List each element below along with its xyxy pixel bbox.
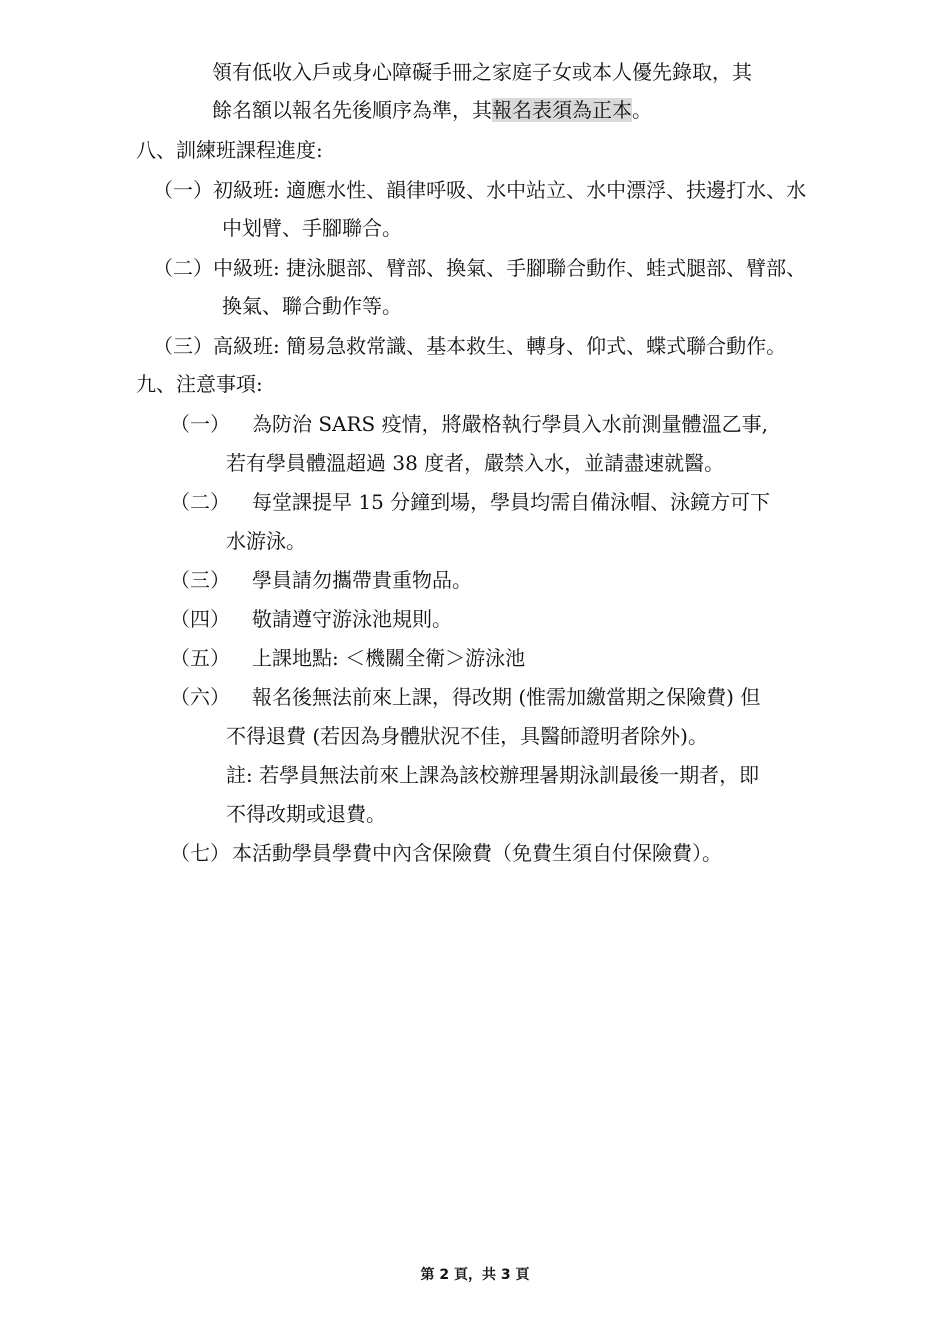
intro-line-1: 領有低收入戶或身心障礙手冊之家庭子女或本人優先錄取，其 <box>212 60 752 84</box>
notice-7-number: （七） <box>170 841 230 865</box>
section-8-heading: 八、訓練班課程進度: <box>136 138 323 162</box>
notice-4-line-1: 敬請遵守游泳池規則。 <box>252 607 452 631</box>
notice-1-line-1: 為防治 SARS 疫情，將嚴格執行學員入水前測量體溫乙事, <box>252 412 768 436</box>
notice-6-number: （六） <box>170 685 230 709</box>
notice-6-line-1: 報名後無法前來上課，得改期 (惟需加繳當期之保險費) 但 <box>252 685 761 709</box>
course-item-2-line-2: 換氣、聯合動作等。 <box>222 294 402 318</box>
notice-1-line-2: 若有學員體溫超過 38 度者，嚴禁入水，並請盡速就醫。 <box>226 451 725 475</box>
notice-2-line-2: 水游泳。 <box>226 529 306 553</box>
intro-line-2-end: 。 <box>632 98 652 122</box>
course-item-1-line-1: （一）初級班: 適應水性、韻律呼吸、水中站立、水中漂浮、扶邊打水、水 <box>153 178 807 202</box>
page-number-footer: 第 2 頁，共 3 頁 <box>420 1267 530 1283</box>
course-item-2-line-1: （二）中級班: 捷泳腿部、臂部、換氣、手腳聯合動作、蛙式腿部、臂部、 <box>153 256 807 280</box>
notice-6-line-2: 不得退費 (若因為身體狀況不佳，具醫師證明者除外)。 <box>226 724 708 748</box>
notice-5-line-1: 上課地點: ＜機關全衛＞游泳池 <box>252 646 526 670</box>
notice-6-note-line-2: 不得改期或退費。 <box>226 802 386 826</box>
course-item-1-line-2: 中划臂、手腳聯合。 <box>222 216 402 240</box>
notice-2-number: （二） <box>170 490 230 514</box>
notice-4-number: （四） <box>170 607 230 631</box>
course-item-3-line-1: （三）高級班: 簡易急救常識、基本救生、轉身、仰式、蝶式聯合動作。 <box>153 334 787 358</box>
intro-line-2-text: 餘名額以報名先後順序為準，其 <box>212 98 492 122</box>
intro-line-2 <box>212 97 652 123</box>
section-9-heading: 九、注意事項: <box>136 372 263 396</box>
notice-3-line-1: 學員請勿攜帶貴重物品。 <box>252 568 472 592</box>
notice-3-number: （三） <box>170 568 230 592</box>
notice-1-number: （一） <box>170 412 230 436</box>
notice-5-number: （五） <box>170 646 230 670</box>
highlighted-text: 報名表須為正本 <box>492 98 632 122</box>
notice-6-note-line-1: 註: 若學員無法前來上課為該校辦理暑期泳訓最後一期者，即 <box>226 763 760 787</box>
notice-7-line-1: 本活動學員學費中內含保險費（免費生須自付保險費）。 <box>232 841 722 865</box>
notice-2-line-1: 每堂課提早 15 分鐘到場，學員均需自備泳帽、泳鏡方可下 <box>252 490 771 514</box>
